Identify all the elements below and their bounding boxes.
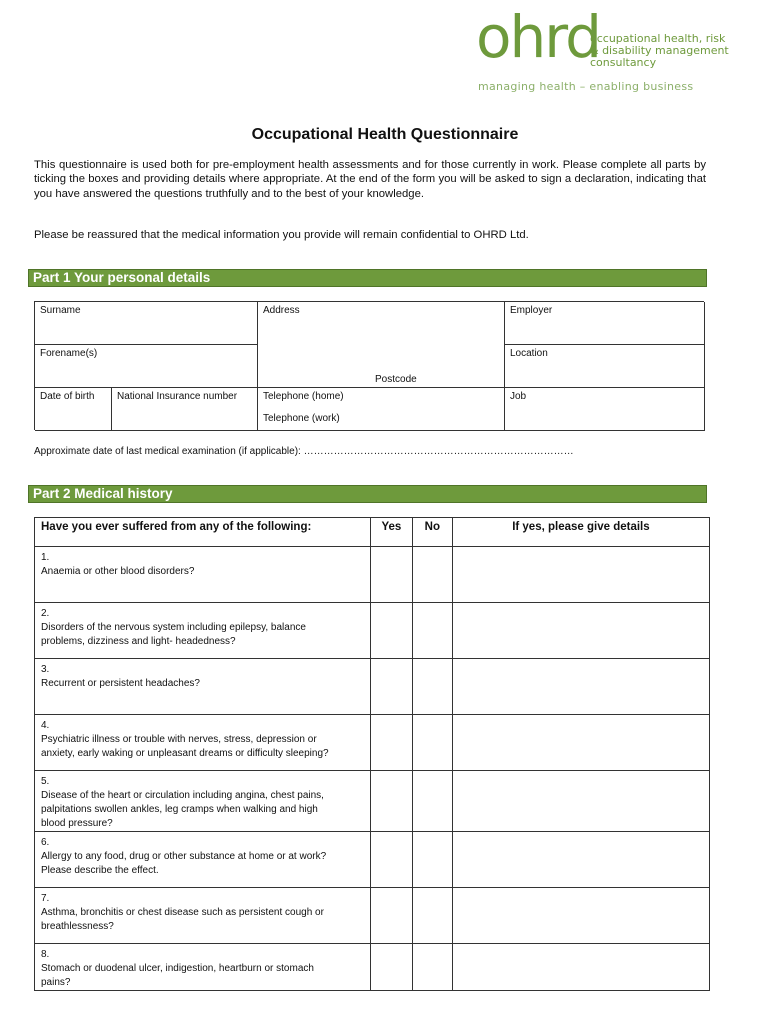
- details-field[interactable]: [452, 659, 709, 715]
- part1-heading: Part 1 Your personal details: [28, 269, 707, 287]
- question-cell: [35, 547, 371, 603]
- page-title: Occupational Health Questionnaire: [251, 126, 519, 143]
- last-exam-line[interactable]: Approximate date of last medical examination (if applicable): ………………………………………………………………………: [34, 446, 574, 457]
- no-column-header: No: [412, 518, 452, 547]
- tel-home-label: Telephone (home): [263, 391, 344, 402]
- logo-line: consultancy: [590, 56, 657, 69]
- question-text: Disorders of the nervous system including epilepsy, balance problems, dizziness and light- headedness?: [41, 622, 306, 647]
- details-field[interactable]: [452, 832, 709, 888]
- question-text: Recurrent or persistent headaches?: [41, 678, 200, 689]
- yes-checkbox[interactable]: [370, 888, 412, 944]
- part2-heading: Part 2 Medical history: [28, 485, 707, 503]
- yes-checkbox[interactable]: [370, 659, 412, 715]
- question-text: Allergy to any food, drug or other substance at home or at work? Please describe the effect.: [41, 851, 327, 876]
- location-field[interactable]: [505, 345, 705, 388]
- job-label: Job: [510, 391, 527, 402]
- table-row: [35, 715, 710, 771]
- no-checkbox[interactable]: [412, 832, 452, 888]
- table-row: [35, 771, 710, 832]
- yes-checkbox[interactable]: [370, 715, 412, 771]
- ni-field[interactable]: [112, 388, 258, 431]
- tagline: managing health – enabling business: [478, 80, 694, 93]
- yes-column-header: Yes: [370, 518, 412, 547]
- details-column-header: If yes, please give details: [452, 518, 709, 547]
- job-field[interactable]: [505, 388, 705, 431]
- details-field[interactable]: [452, 603, 709, 659]
- question-text: Psychiatric illness or trouble with nerves, stress, depression or anxiety, early waking or unpleasant dreams or difficulty sleeping?: [41, 734, 329, 759]
- logo-mark: ohrd: [476, 3, 600, 71]
- details-field[interactable]: [452, 944, 709, 991]
- question-text: Stomach or duodenal ulcer, indigestion, heartburn or stomach pains?: [41, 963, 314, 988]
- personal-details-grid: [34, 301, 704, 430]
- table-row: [35, 888, 710, 944]
- question-number: 4.: [41, 720, 50, 731]
- surname-label: Surname: [40, 305, 81, 316]
- surname-field[interactable]: [35, 302, 258, 345]
- no-checkbox[interactable]: [412, 603, 452, 659]
- no-checkbox[interactable]: [412, 547, 452, 603]
- forenames-field[interactable]: [35, 345, 258, 388]
- forenames-label: Forename(s): [40, 348, 98, 359]
- logo-line: & disability management: [590, 44, 729, 57]
- question-number: 5.: [41, 776, 50, 787]
- no-checkbox[interactable]: [412, 944, 452, 991]
- question-number: 3.: [41, 664, 50, 675]
- details-field[interactable]: [452, 888, 709, 944]
- logo-line: occupational health, risk: [590, 32, 726, 45]
- confidentiality-note: Please be reassured that the medical information you provide will remain confidential to OHRD Ltd.: [34, 229, 529, 241]
- yes-checkbox[interactable]: [370, 944, 412, 991]
- table-row: [35, 659, 710, 715]
- table-row: [35, 832, 710, 888]
- question-cell: [35, 715, 371, 771]
- employer-field[interactable]: [505, 302, 705, 345]
- question-column-header: Have you ever suffered from any of the following:: [35, 518, 371, 547]
- company-logo: [476, 3, 738, 94]
- logo-text: [590, 33, 729, 69]
- question-number: 7.: [41, 893, 50, 904]
- question-text: Anaemia or other blood disorders?: [41, 566, 195, 577]
- no-checkbox[interactable]: [412, 888, 452, 944]
- employer-label: Employer: [510, 305, 553, 316]
- no-checkbox[interactable]: [412, 771, 452, 832]
- yes-checkbox[interactable]: [370, 547, 412, 603]
- tel-work-label: Telephone (work): [263, 413, 340, 424]
- question-cell: [35, 832, 371, 888]
- medical-history-table: [34, 517, 710, 991]
- location-label: Location: [510, 348, 548, 359]
- question-cell: [35, 888, 371, 944]
- question-cell: [35, 603, 371, 659]
- table-row: [35, 547, 710, 603]
- details-field[interactable]: [452, 547, 709, 603]
- question-text: Disease of the heart or circulation including angina, chest pains, palpitations swollen ankles, leg cramps when walking and high blood pressure?: [41, 790, 324, 829]
- details-field[interactable]: [452, 715, 709, 771]
- table-row: [35, 603, 710, 659]
- no-checkbox[interactable]: [412, 715, 452, 771]
- yes-checkbox[interactable]: [370, 832, 412, 888]
- table-row: [35, 944, 710, 991]
- ni-label: National Insurance number: [117, 391, 238, 402]
- question-cell: [35, 944, 371, 991]
- dob-label: Date of birth: [40, 391, 95, 402]
- question-number: 6.: [41, 837, 50, 848]
- question-number: 8.: [41, 949, 50, 960]
- postcode-label: Postcode: [375, 374, 417, 385]
- no-checkbox[interactable]: [412, 659, 452, 715]
- yes-checkbox[interactable]: [370, 603, 412, 659]
- telephone-field[interactable]: [258, 388, 505, 431]
- question-text: Asthma, bronchitis or chest disease such as persistent cough or breathlessness?: [41, 907, 324, 932]
- yes-checkbox[interactable]: [370, 771, 412, 832]
- details-field[interactable]: [452, 771, 709, 832]
- intro-paragraph: This questionnaire is used both for pre-employment health assessments and for those currently in work. Please complete all parts by ticking the boxes and providing details where appropriate. At the end of the form you will be asked to sign a declaration, indicating that you have answered the questions truthfully and to the best of your knowledge.: [34, 159, 706, 200]
- question-cell: [35, 771, 371, 832]
- question-number: 1.: [41, 552, 50, 563]
- dob-field[interactable]: [35, 388, 112, 431]
- question-cell: [35, 659, 371, 715]
- table-header-row: [35, 518, 710, 547]
- address-label: Address: [263, 305, 300, 316]
- question-number: 2.: [41, 608, 50, 619]
